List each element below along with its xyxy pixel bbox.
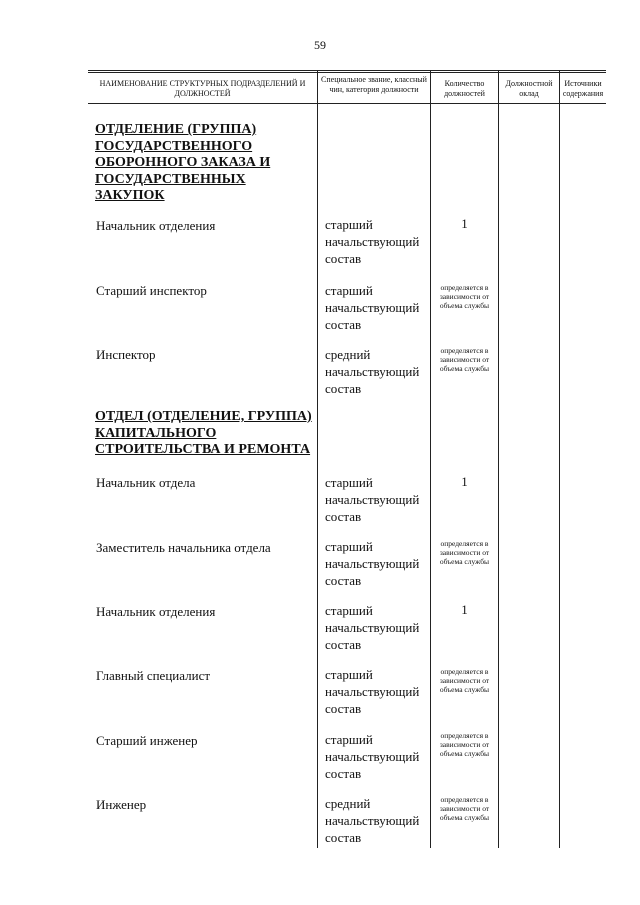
position-rank: старший начальствующий состав [325, 283, 420, 332]
position-quantity: определяется в зависимости от объема службы [439, 731, 490, 758]
column-divider [559, 70, 560, 848]
position-rank: средний начальствующий состав [325, 347, 420, 396]
page-number: 59 [314, 38, 326, 52]
position-quantity: 1 [461, 474, 468, 489]
position-quantity: 1 [461, 216, 468, 231]
section-title: ОТДЕЛЕНИЕ (ГРУППА) ГОСУДАРСТВЕННОГО ОБОРОННОГО ЗАКАЗА И ГОСУДАРСТВЕННЫХ ЗАКУПОК [95, 122, 271, 203]
section-title: ОТДЕЛ (ОТДЕЛЕНИЕ, ГРУППА) КАПИТАЛЬНОГО СТРОИТЕЛЬСТВА И РЕМОНТА [95, 409, 312, 457]
position-name: Начальник отдела [96, 475, 196, 490]
header-rank-column: Специальное звание, классный чин, категория должности [321, 75, 427, 94]
position-name: Главный специалист [96, 668, 211, 683]
table-header-rule [88, 103, 606, 104]
column-divider [317, 70, 318, 848]
position-name: Начальник отделения [96, 218, 216, 233]
position-rank: старший начальствующий состав [325, 217, 420, 266]
position-name: Старший инспектор [96, 283, 207, 298]
position-name: Старший инженер [96, 733, 198, 748]
position-quantity: определяется в зависимости от объема службы [439, 283, 490, 310]
position-quantity: определяется в зависимости от объема службы [439, 346, 490, 373]
position-quantity: определяется в зависимости от объема службы [439, 667, 490, 694]
position-name: Заместитель начальника отдела [96, 540, 271, 555]
position-quantity: определяется в зависимости от объема службы [439, 795, 490, 822]
header-name-column: НАИМЕНОВАНИЕ СТРУКТУРНЫХ ПОДРАЗДЕЛЕНИЙ И ДОЛЖНОСТЕЙ [99, 79, 306, 98]
header-salary-column: Должностной оклад [505, 79, 553, 98]
position-name: Начальник отделения [96, 604, 216, 619]
position-rank: старший начальствующий состав [325, 539, 420, 588]
position-rank: старший начальствующий состав [325, 667, 420, 716]
position-quantity: определяется в зависимости от объема службы [439, 539, 490, 566]
column-divider [498, 70, 499, 848]
position-name: Инженер [96, 797, 147, 812]
table-top-rule-double [88, 72, 606, 73]
position-quantity: 1 [461, 602, 468, 617]
header-source-column: Источники содержания [562, 79, 604, 98]
position-rank: средний начальствующий состав [325, 796, 420, 845]
position-rank: старший начальствующий состав [325, 732, 420, 781]
position-rank: старший начальствующий состав [325, 603, 420, 652]
position-rank: старший начальствующий состав [325, 475, 420, 524]
position-name: Инспектор [96, 347, 156, 362]
header-quantity-column: Количество должностей [444, 79, 485, 98]
table-top-rule [88, 70, 606, 71]
